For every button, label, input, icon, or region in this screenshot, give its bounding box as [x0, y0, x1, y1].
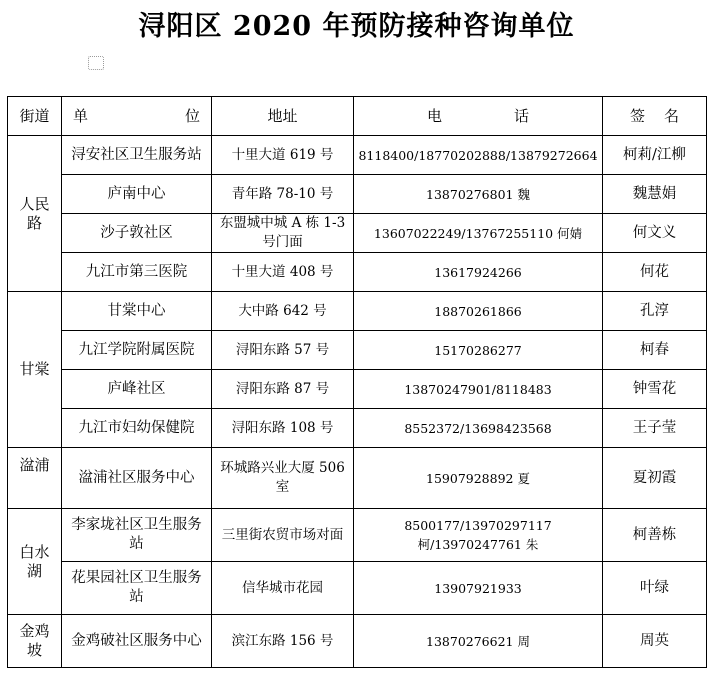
header-phone-left: 电	[427, 106, 443, 125]
phone-cell: 13870276801 魏	[354, 175, 603, 214]
address-cell: 十里大道 619 号	[212, 136, 354, 175]
phone-cell: 13607022249/13767255110 何婧	[354, 214, 603, 253]
vaccination-units-table	[7, 96, 707, 668]
phone-cell: 18870261866	[354, 292, 603, 331]
table-row	[8, 331, 707, 370]
table-row	[8, 175, 707, 214]
unit-cell: 庐南中心	[62, 175, 212, 214]
unit-cell: 湓浦社区服务中心	[62, 448, 212, 509]
table-row	[8, 370, 707, 409]
address-cell: 浔阳东路 108 号	[212, 409, 354, 448]
unit-cell: 九江学院附属医院	[62, 331, 212, 370]
unit-cell: 九江市妇幼保健院	[62, 409, 212, 448]
unit-cell: 甘棠中心	[62, 292, 212, 331]
unit-cell: 九江市第三医院	[62, 253, 212, 292]
table-header-row	[8, 97, 707, 136]
table-row	[8, 509, 707, 562]
address-cell: 浔阳东路 57 号	[212, 331, 354, 370]
table-row	[8, 214, 707, 253]
phone-cell: 13907921933	[354, 562, 603, 615]
table-row	[8, 292, 707, 331]
address-cell: 大中路 642 号	[212, 292, 354, 331]
phone-cell: 13870276621 周	[354, 615, 603, 668]
sign-cell: 魏慧娟	[603, 175, 707, 214]
table-row	[8, 253, 707, 292]
table-row	[8, 409, 707, 448]
header-sign-left: 签	[630, 106, 646, 125]
header-unit-left: 单	[73, 106, 89, 125]
phone-cell: 15907928892 夏	[354, 448, 603, 509]
address-cell: 环城路兴业大厦 506 室	[212, 448, 354, 509]
unit-cell: 沙子敦社区	[62, 214, 212, 253]
placeholder-mark	[88, 56, 104, 70]
address-cell: 青年路 78-10 号	[212, 175, 354, 214]
unit-cell: 浔安社区卫生服务站	[62, 136, 212, 175]
sign-cell: 柯善栋	[603, 509, 707, 562]
table-row	[8, 562, 707, 615]
sign-cell: 王子莹	[603, 409, 707, 448]
phone-cell: 15170286277	[354, 331, 603, 370]
sign-cell: 何文义	[603, 214, 707, 253]
header-unit	[62, 97, 212, 136]
street-cell: 人民路	[8, 136, 62, 292]
sign-cell: 夏初霞	[603, 448, 707, 509]
table-row	[8, 448, 707, 509]
sign-cell: 柯春	[603, 331, 707, 370]
table-row	[8, 615, 707, 668]
header-sign	[603, 97, 707, 136]
street-cell: 白水湖	[8, 509, 62, 615]
table-row	[8, 136, 707, 175]
header-street: 街道	[8, 97, 62, 136]
sign-cell: 钟雪花	[603, 370, 707, 409]
street-cell: 金鸡坡	[8, 615, 62, 668]
unit-cell: 花果园社区卫生服务站	[62, 562, 212, 615]
header-phone-right: 话	[513, 106, 529, 125]
phone-cell: 13617924266	[354, 253, 603, 292]
phone-cell: 8552372/13698423568	[354, 409, 603, 448]
header-sign-right: 名	[663, 106, 679, 125]
address-cell: 滨江东路 156 号	[212, 615, 354, 668]
street-cell: 湓浦	[8, 448, 62, 509]
sign-cell: 周英	[603, 615, 707, 668]
header-phone	[354, 97, 603, 136]
address-cell: 信华城市花园	[212, 562, 354, 615]
sign-cell: 叶绿	[603, 562, 707, 615]
address-cell: 三里街农贸市场对面	[212, 509, 354, 562]
street-cell: 甘棠	[8, 292, 62, 448]
sign-cell: 孔淳	[603, 292, 707, 331]
header-address: 地址	[212, 97, 354, 136]
address-cell: 十里大道 408 号	[212, 253, 354, 292]
document-title: 浔阳区 2020 年预防接种咨询单位	[138, 11, 575, 42]
header-unit-right: 位	[184, 106, 200, 125]
phone-cell: 8118400/18770202888/13879272664	[354, 136, 603, 175]
phone-cell: 8500177/13970297117 柯/13970247761 朱	[354, 509, 603, 562]
sign-cell: 柯莉/江柳	[603, 136, 707, 175]
unit-cell: 李家垅社区卫生服务站	[62, 509, 212, 562]
address-cell: 东盟城中城 A 栋 1-3 号门面	[212, 214, 354, 253]
unit-cell: 庐峰社区	[62, 370, 212, 409]
phone-cell: 13870247901/8118483	[354, 370, 603, 409]
address-cell: 浔阳东路 87 号	[212, 370, 354, 409]
unit-cell: 金鸡破社区服务中心	[62, 615, 212, 668]
sign-cell: 何花	[603, 253, 707, 292]
